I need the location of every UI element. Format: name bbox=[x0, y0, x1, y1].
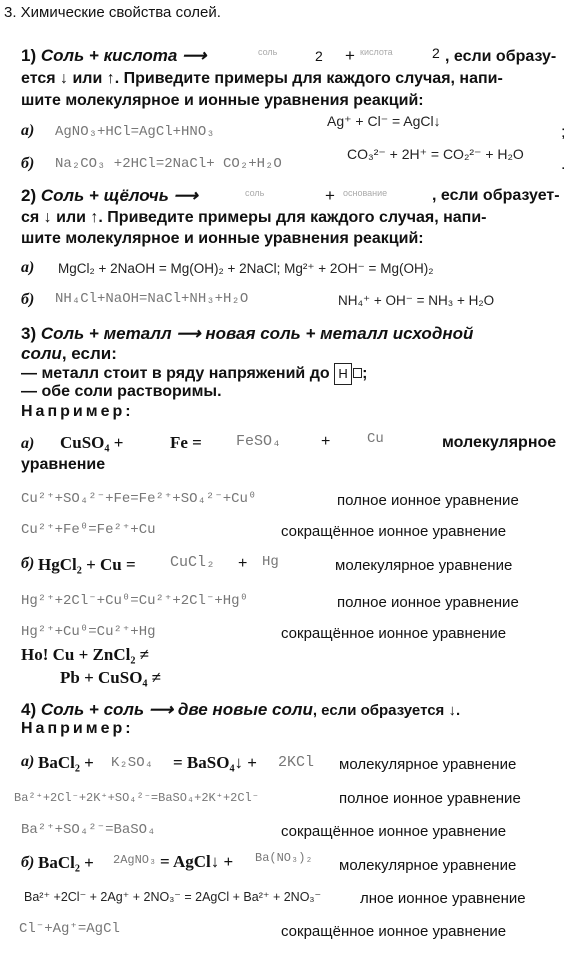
s3-cond1: — металл стоит в ряду напряжений до bbox=[21, 365, 330, 382]
s4-b-left: BaCl₂ + bbox=[38, 853, 94, 872]
s1-blank-salt: соль bbox=[258, 47, 278, 57]
s2-a-equation: MgCl₂ + 2NaOH = Mg(OH)₂ + 2NaCl; Mg²⁺ + 2OH⁻ = Mg(OH)₂ bbox=[58, 261, 434, 276]
s4-b-short-ionic: Cl⁻+Ag⁺=AgCl bbox=[19, 921, 120, 937]
s3-cond1-end: ; bbox=[362, 365, 368, 382]
s1-b-equation: Na₂CO₃ +2HCl=2NaCl+ CO₂+H₂O bbox=[55, 156, 282, 172]
hydrogen-box: H bbox=[334, 363, 352, 385]
s1-plus: + bbox=[345, 46, 355, 65]
s3-a-full-label: полное ионное уравнение bbox=[337, 492, 519, 509]
s2-b-ionic: NH₄⁺ + OH⁻ = NH₃ + H₂O bbox=[338, 293, 495, 308]
s1-blank-acid-sub: 2 bbox=[432, 45, 440, 61]
s3-b-full-ionic: Hg²⁺+2Cl⁻+Cu⁰=Cu²⁺+2Cl⁻+Hg⁰ bbox=[21, 593, 249, 609]
s3-number: 3) bbox=[21, 324, 37, 343]
s3-cond2: — обе соли растворимы. bbox=[21, 383, 222, 400]
s4-title: Соль + соль ⟶ две новые соли bbox=[40, 700, 313, 719]
s3-b-product2: Hg bbox=[262, 554, 279, 570]
s1-a-end: ; bbox=[561, 124, 566, 141]
s3-b-full-label: полное ионное уравнение bbox=[337, 594, 519, 611]
page-header: 3. Химические свойства солей. bbox=[4, 4, 221, 21]
s3-a-left: CuSO₄ + bbox=[60, 433, 124, 452]
s3-title2: соли bbox=[21, 344, 62, 363]
s3-b-label: б) bbox=[21, 555, 35, 572]
s1-tail: , если образу- bbox=[445, 48, 557, 65]
s3-a-fe: Fe = bbox=[170, 433, 202, 452]
s1-a-label: а) bbox=[21, 122, 35, 139]
s3-a-full-ionic: Cu²⁺+SO₄²⁻+Fe=Fe²⁺+SO₄²⁻+Cu⁰ bbox=[21, 491, 257, 507]
s4-b-full-ionic: Ba²⁺ +2Cl⁻ + 2Ag⁺ + 2NO₃⁻ = 2AgCl + Ba²⁺ + 2NO₃⁻ bbox=[24, 890, 322, 904]
s3-b-left: HgCl₂ + Cu = bbox=[38, 555, 136, 574]
s4-a-k2so4: K₂SO₄ bbox=[111, 755, 154, 771]
s2-tail: , если образует- bbox=[432, 187, 560, 204]
s4-a-mid: = BaSO₄↓ + bbox=[173, 753, 257, 772]
s1-blank-salt-sub: 2 bbox=[315, 48, 323, 64]
s4-b-mol-label: молекулярное уравнение bbox=[339, 857, 517, 874]
s4-tail: , если образуется ↓. bbox=[312, 702, 461, 719]
s4-a-short-ionic: Ba²⁺+SO₄²⁻=BaSO₄ bbox=[21, 822, 156, 838]
s3-b-mol-label: молекулярное уравнение bbox=[335, 557, 513, 574]
s3-a-short-ionic: Cu²⁺+Fe⁰=Fe²⁺+Cu bbox=[21, 522, 156, 538]
s1-a-equation: AgNO₃+HCl=AgCl+HNO₃ bbox=[55, 124, 215, 140]
s4-a-mol-label: молекулярное уравнение bbox=[339, 756, 517, 773]
s2-plus: + bbox=[325, 186, 335, 205]
s2-number: 2) bbox=[21, 186, 37, 205]
s3-a-mol-label2: уравнение bbox=[21, 456, 106, 473]
s2-blank-base: основание bbox=[343, 188, 388, 198]
s3-no1: Но! Cu + ZnCl₂ ≠ bbox=[21, 645, 150, 664]
s4-example: Например: bbox=[21, 720, 134, 737]
s3-a-product1: FeSO₄ bbox=[236, 433, 282, 450]
s2-b-label: б) bbox=[21, 291, 35, 308]
s3-a-plus: + bbox=[321, 433, 331, 450]
s2-blank-salt: соль bbox=[245, 188, 265, 198]
s4-b-full-label: лное ионное уравнение bbox=[360, 890, 526, 907]
s2-b-equation: NH₄Cl+NaOH=NaCl+NH₃+H₂O bbox=[55, 291, 249, 307]
s4-a-full-label: полное ионное уравнение bbox=[339, 790, 521, 807]
s3-title-line2 bbox=[21, 344, 117, 364]
s4-b-mid: = AgCl↓ + bbox=[160, 852, 234, 871]
s4-a-product2: 2KCl bbox=[278, 754, 315, 771]
s3-b-plus: + bbox=[238, 555, 248, 572]
s4-b-label: б) bbox=[21, 854, 35, 871]
s1-blank-acid: кислота bbox=[360, 47, 393, 57]
s4-b-short-label: сокращённое ионное уравнение bbox=[281, 923, 507, 940]
s2-line2: ся ↓ или ↑. Приведите примеры для каждого случая, напи- bbox=[21, 209, 487, 226]
s3-b-short-label: сокращённое ионное уравнение bbox=[281, 625, 507, 642]
s3-a-short-label: сокращённое ионное уравнение bbox=[281, 523, 507, 540]
s3-title2-tail: , если: bbox=[61, 344, 117, 363]
s4-a-left: BaCl₂ + bbox=[38, 753, 94, 772]
s1-line3: шите молекулярное и ионные уравнения реакций: bbox=[21, 92, 424, 109]
s2-a-label: а) bbox=[21, 259, 35, 276]
s2-title: Соль + щёлочь ⟶ bbox=[40, 186, 198, 205]
s2-line3: шите молекулярное и ионные уравнения реакций: bbox=[21, 230, 424, 247]
s3-a-product2: Cu bbox=[367, 431, 384, 447]
s2-title-line bbox=[21, 186, 198, 206]
s1-line2: ется ↓ или ↑. Приведите примеры для каждого случая, напи- bbox=[21, 70, 503, 87]
s4-number: 4) bbox=[21, 700, 37, 719]
s1-a-ionic: Ag⁺ + Cl⁻ = AgCl↓ bbox=[327, 113, 441, 129]
s3-title-line bbox=[21, 324, 473, 344]
s4-a-short-label: сокращённое ионное уравнение bbox=[281, 823, 507, 840]
small-box bbox=[353, 368, 362, 378]
s1-b-end: . bbox=[561, 156, 566, 173]
s3-cond1-line bbox=[21, 363, 367, 385]
s4-b-product2: Ba(NO₃)₂ bbox=[255, 851, 313, 865]
s1-title: Соль + кислота ⟶ bbox=[40, 46, 207, 65]
s3-a-mol-label: молекулярное bbox=[442, 434, 557, 451]
s4-a-full-ionic: Ba²⁺+2Cl⁻+2K⁺+SO₄²⁻=BaSO₄+2K⁺+2Cl⁻ bbox=[14, 791, 259, 805]
s1-b-ionic: CO₃²⁻ + 2H⁺ = CO₂²⁻ + H₂O bbox=[347, 146, 524, 162]
s3-b-product1: CuCl₂ bbox=[170, 554, 216, 571]
s4-a-label: а) bbox=[21, 753, 35, 770]
s3-title: Соль + металл ⟶ новая соль + металл исходной bbox=[40, 324, 474, 343]
s1-number: 1) bbox=[21, 46, 37, 65]
s3-b-short-ionic: Hg²⁺+Cu⁰=Cu²⁺+Hg bbox=[21, 624, 156, 640]
s1-title-line bbox=[21, 46, 206, 66]
s3-a-label: а) bbox=[21, 435, 35, 452]
s1-b-label: б) bbox=[21, 155, 35, 172]
s4-b-agno3: 2AgNO₃ bbox=[113, 853, 157, 867]
s3-example: Например: bbox=[21, 403, 134, 420]
s4-title-line bbox=[21, 700, 460, 720]
s3-no2: Pb + CuSO₄ ≠ bbox=[60, 668, 162, 687]
